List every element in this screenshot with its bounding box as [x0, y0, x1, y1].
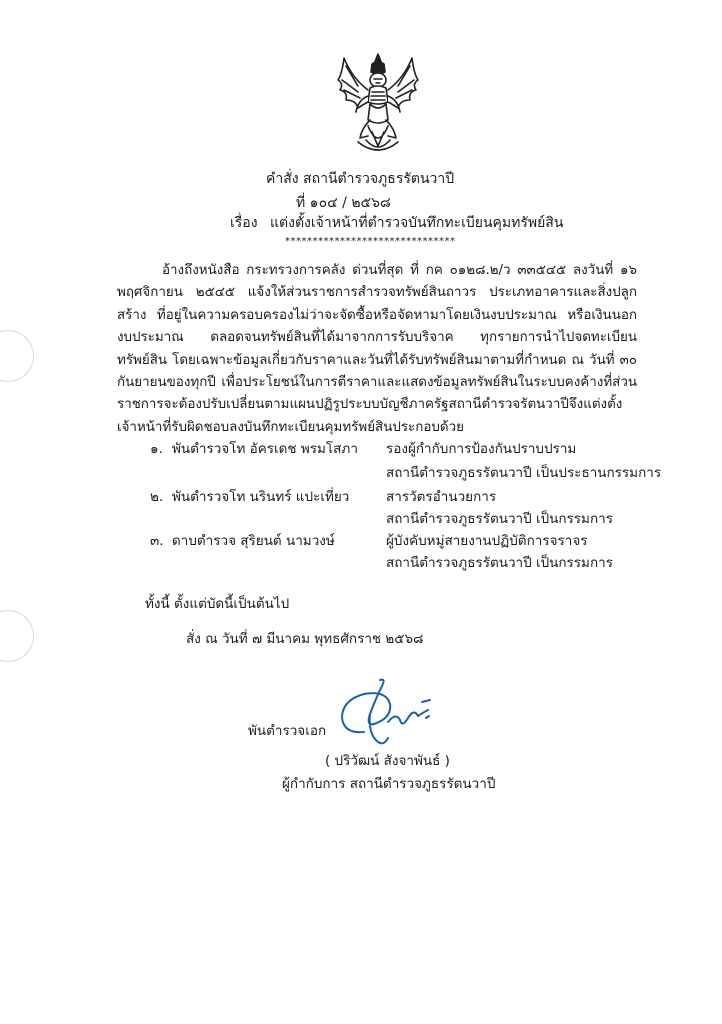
effective-statement: ทั้งนี้ ตั้งแต่บัดนี้เป็นต้นไป: [145, 596, 290, 612]
order-number: ที่ ๑๐๔ / ๒๕๖๘: [296, 195, 391, 211]
garuda-emblem-icon: [328, 50, 428, 160]
signer-rank: พันตำรวจเอก: [248, 723, 327, 739]
appointee-name: พันตำรวจโท นรินทร์ แปะเที่ยว: [172, 489, 350, 505]
appointee-position: ผู้บังคับหมู่สายงานปฏิบัติการจราจร: [386, 533, 588, 549]
appointee-name: ดาบตำรวจ สุริยนต์ นามวงษ์: [172, 533, 335, 549]
subject-label: เรื่อง: [230, 215, 258, 231]
handwritten-signature-icon: [330, 672, 438, 752]
appointee-number: ๑.: [150, 441, 163, 457]
signer-name: ( ปริวัฒน์ สังจาพันธ์ ): [325, 753, 450, 769]
separator-line: *******************************: [285, 236, 456, 247]
appointee-role: สถานีตำรวจภูธรรัตนวาปี เป็นกรรมการ: [386, 511, 613, 527]
appointee-position: สารวัตรอำนวยการ: [386, 489, 497, 505]
appointee-role: สถานีตำรวจภูธรรัตนวาปี เป็นกรรมการ: [386, 555, 613, 571]
appointee-role: สถานีตำรวจภูธรรัตนวาปี เป็นประธานกรรมการ: [386, 465, 662, 481]
signer-title: ผู้กำกับการ สถานีตำรวจภูธรรัตนวาปี: [282, 776, 496, 792]
body-paragraph: อ้างถึงหนังสือ กระทรวงการคลัง ด่วนที่สุด ที่ กค ๐๑๒๘.๒/ว ๓๓๕๔๕ ลงวันที่ ๑๖ พฤศจิกายน ๒๕๔๕ แจ้งให้ส่วนราชการสำรวจทรัพย์สินถาวร ประเภทอาคารและสิ่งปลูกสร้าง ที่อยู่ในความครอบครองไม่ว่าจะจัดซื้อหรือจัดหามาโดยเงินงบประมาณ หรือเงินนอกงบประมาณ ตลอดจนทรัพย์สินที่ได้มาจากการรับบริจาค ทุกรายการนำไปจดทะเบียนทรัพย์สิน โดยเฉพาะข้อมูลเกี่ยวกับราคาและวันที่ได้รับทรัพย์สินมาตามที่กำหนด ณ วันที่ ๓๐ กันยายนของทุกปี เพื่อประโยชน์ในการตีราคาและแสดงข้อมูลทรัพย์สินในระบบคงค้างที่ส่วนราชการจะต้องปรับเปลี่ยนตามแผนปฏิรูประบบบัญชีภาครัฐสถานีตำรวจรัตนวาปีจึงแต่งตั้งเจ้าหน้าที่รับผิดชอบลงบันทึกทะเบียนคุมทรัพย์สินประกอบด้วย: [117, 263, 637, 435]
appointee-name: พันตำรวจโท อัครเดช พรมโสภา: [172, 441, 358, 457]
appointee-position: รองผู้กำกับการป้องกันปราบปราม: [386, 441, 577, 457]
order-date: สั่ง ณ วันที่ ๗ มีนาคม พุทธศักราช ๒๕๖๘: [186, 631, 424, 647]
punch-hole-mark: [0, 330, 34, 382]
subject-text: แต่งตั้งเจ้าหน้าที่ตำรวจบันทึกทะเบียนคุมทรัพย์สิน: [270, 215, 564, 231]
appointee-number: ๒.: [150, 489, 164, 505]
appointee-number: ๓.: [150, 533, 164, 549]
order-title: คำสั่ง สถานีตำรวจภูธรรัตนวาปี: [266, 171, 455, 187]
punch-hole-mark: [0, 610, 34, 662]
